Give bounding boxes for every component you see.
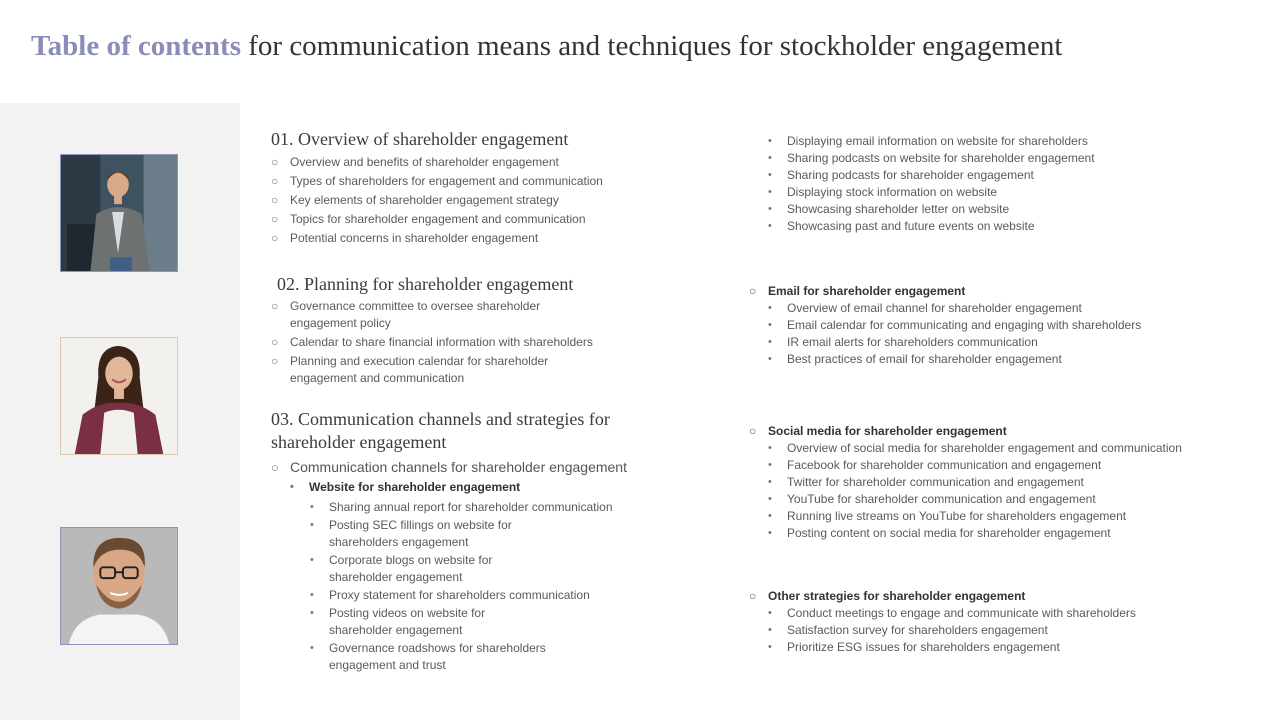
section-3-heading-line-1: 03. Communication channels and strategies for — [271, 409, 610, 429]
list-item: • Showcasing past and future events on website — [768, 219, 1035, 233]
dot-bullet-icon: • — [768, 302, 772, 314]
dot-bullet-icon: • — [310, 589, 314, 601]
circle-bullet-icon: ○ — [271, 231, 279, 245]
man-with-glasses-illustration — [61, 528, 177, 644]
list-item: • Prioritize ESG issues for shareholders engagement — [768, 640, 1060, 654]
dot-bullet-icon: • — [768, 624, 772, 636]
list-item: ○ Key elements of shareholder engagement strategy — [271, 193, 559, 207]
dot-bullet-icon: • — [310, 607, 314, 619]
section-3-heading — [271, 408, 610, 454]
list-item: • Overview of email channel for shareholder engagement — [768, 301, 1082, 315]
dot-bullet-icon: • — [768, 493, 772, 505]
list-item: • Posting content on social media for shareholder engagement — [768, 526, 1111, 540]
circle-bullet-icon: ○ — [271, 354, 279, 368]
list-item: ○ Communication channels for shareholder engagement — [271, 459, 627, 475]
dot-bullet-icon: • — [768, 476, 772, 488]
man-in-blazer-photo — [60, 154, 178, 272]
list-item: • Showcasing shareholder letter on website — [768, 202, 1010, 216]
list-item: • Sharing podcasts on website for shareholder engagement — [768, 151, 1095, 165]
list-item: • Facebook for shareholder communication and engagement — [768, 458, 1102, 472]
list-item: • Satisfaction survey for shareholders engagement — [768, 623, 1048, 637]
social-media-section — [749, 423, 1229, 542]
dot-bullet-icon: • — [310, 554, 314, 566]
dot-bullet-icon: • — [768, 152, 772, 164]
man-with-glasses-photo — [60, 527, 178, 645]
circle-bullet-icon: ○ — [271, 299, 279, 313]
list-item: • Best practices of email for shareholder engagement — [768, 352, 1062, 366]
dot-bullet-icon: • — [290, 481, 294, 493]
dot-bullet-icon: • — [768, 169, 772, 181]
dot-bullet-icon: • — [310, 642, 314, 654]
list-item: ○ Governance committee to oversee shareholder engagement policy — [271, 299, 541, 330]
section-3-heading-line-2: shareholder engagement — [271, 432, 447, 452]
list-item: ○ Types of shareholders for engagement and communication — [271, 174, 603, 188]
list-item: • Proxy statement for shareholders communication — [310, 588, 590, 602]
list-item: • Twitter for shareholder communication and engagement — [768, 475, 1084, 489]
circle-bullet-icon: ○ — [749, 589, 757, 603]
circle-bullet-icon: ○ — [749, 284, 757, 298]
page-title — [31, 30, 1271, 63]
other-strategies-section — [749, 588, 1219, 656]
list-item: ○ Topics for shareholder engagement and communication — [271, 212, 586, 226]
list-item: • Running live streams on YouTube for shareholders engagement — [768, 509, 1127, 523]
list-item: • Conduct meetings to engage and communicate with shareholders — [768, 606, 1136, 620]
circle-bullet-icon: ○ — [271, 174, 279, 188]
list-item: ○ Overview and benefits of shareholder engagement — [271, 155, 559, 169]
list-item: • Sharing annual report for shareholder communication — [310, 500, 613, 514]
website-subheading: • Website for shareholder engagement — [290, 480, 521, 494]
dot-bullet-icon: • — [768, 336, 772, 348]
list-item: • Email calendar for communicating and engaging with shareholders — [768, 318, 1142, 332]
dot-bullet-icon: • — [768, 510, 772, 522]
section-2-heading: 02. Planning for shareholder engagement — [277, 274, 574, 294]
list-item: ○ Potential concerns in shareholder engagement — [271, 231, 539, 245]
list-item: • Corporate blogs on website for shareholder engagement — [310, 553, 493, 584]
title-rest: for communication means and techniques for stockholder engagement — [241, 30, 1063, 62]
list-item: • Posting videos on website for shareholder engagement — [310, 606, 486, 637]
dot-bullet-icon: • — [768, 353, 772, 365]
list-item: • Posting SEC fillings on website for shareholders engagement — [310, 518, 512, 549]
dot-bullet-icon: • — [310, 519, 314, 531]
list-item: ○ Calendar to share financial information with shareholders — [271, 335, 593, 349]
list-item: ○ Planning and execution calendar for shareholder engagement and communication — [271, 354, 549, 385]
dot-bullet-icon: • — [768, 203, 772, 215]
list-item: • Governance roadshows for shareholders engagement and trust — [310, 641, 546, 672]
list-item: • Displaying stock information on website — [768, 185, 998, 199]
dot-bullet-icon: • — [768, 641, 772, 653]
smiling-woman-photo — [60, 337, 178, 455]
list-item: • YouTube for shareholder communication and engagement — [768, 492, 1096, 506]
dot-bullet-icon: • — [768, 186, 772, 198]
circle-bullet-icon: ○ — [749, 424, 757, 438]
circle-bullet-icon: ○ — [271, 212, 279, 226]
list-item: • IR email alerts for shareholders communication — [768, 335, 1038, 349]
list-item: • Sharing podcasts for shareholder engagement — [768, 168, 1034, 182]
man-in-blazer-illustration — [61, 155, 177, 271]
circle-bullet-icon: ○ — [271, 155, 279, 169]
dot-bullet-icon: • — [768, 607, 772, 619]
email-heading: ○ Email for shareholder engagement — [749, 284, 966, 298]
title-accent: Table of contents — [31, 30, 241, 62]
section-2-list — [271, 298, 631, 389]
dot-bullet-icon: • — [768, 459, 772, 471]
dot-bullet-icon: • — [768, 135, 772, 147]
dot-bullet-icon: • — [768, 220, 772, 232]
circle-bullet-icon: ○ — [271, 460, 279, 475]
section-1-list — [271, 154, 661, 249]
email-section — [749, 283, 1219, 368]
smiling-woman-illustration — [61, 338, 177, 454]
section-3-list — [271, 458, 671, 674]
circle-bullet-icon: ○ — [271, 335, 279, 349]
list-item: • Displaying email information on website for shareholders — [768, 134, 1088, 148]
dot-bullet-icon: • — [768, 527, 772, 539]
social-media-heading: ○ Social media for shareholder engagement — [749, 424, 1007, 438]
dot-bullet-icon: • — [310, 501, 314, 513]
website-more-list — [768, 133, 1218, 235]
dot-bullet-icon: • — [768, 319, 772, 331]
list-item: • Overview of social media for shareholder engagement and communication — [768, 441, 1182, 455]
dot-bullet-icon: • — [768, 442, 772, 454]
circle-bullet-icon: ○ — [271, 193, 279, 207]
other-strategies-heading: ○ Other strategies for shareholder engagement — [749, 589, 1026, 603]
section-1-heading: 01. Overview of shareholder engagement — [271, 129, 569, 149]
